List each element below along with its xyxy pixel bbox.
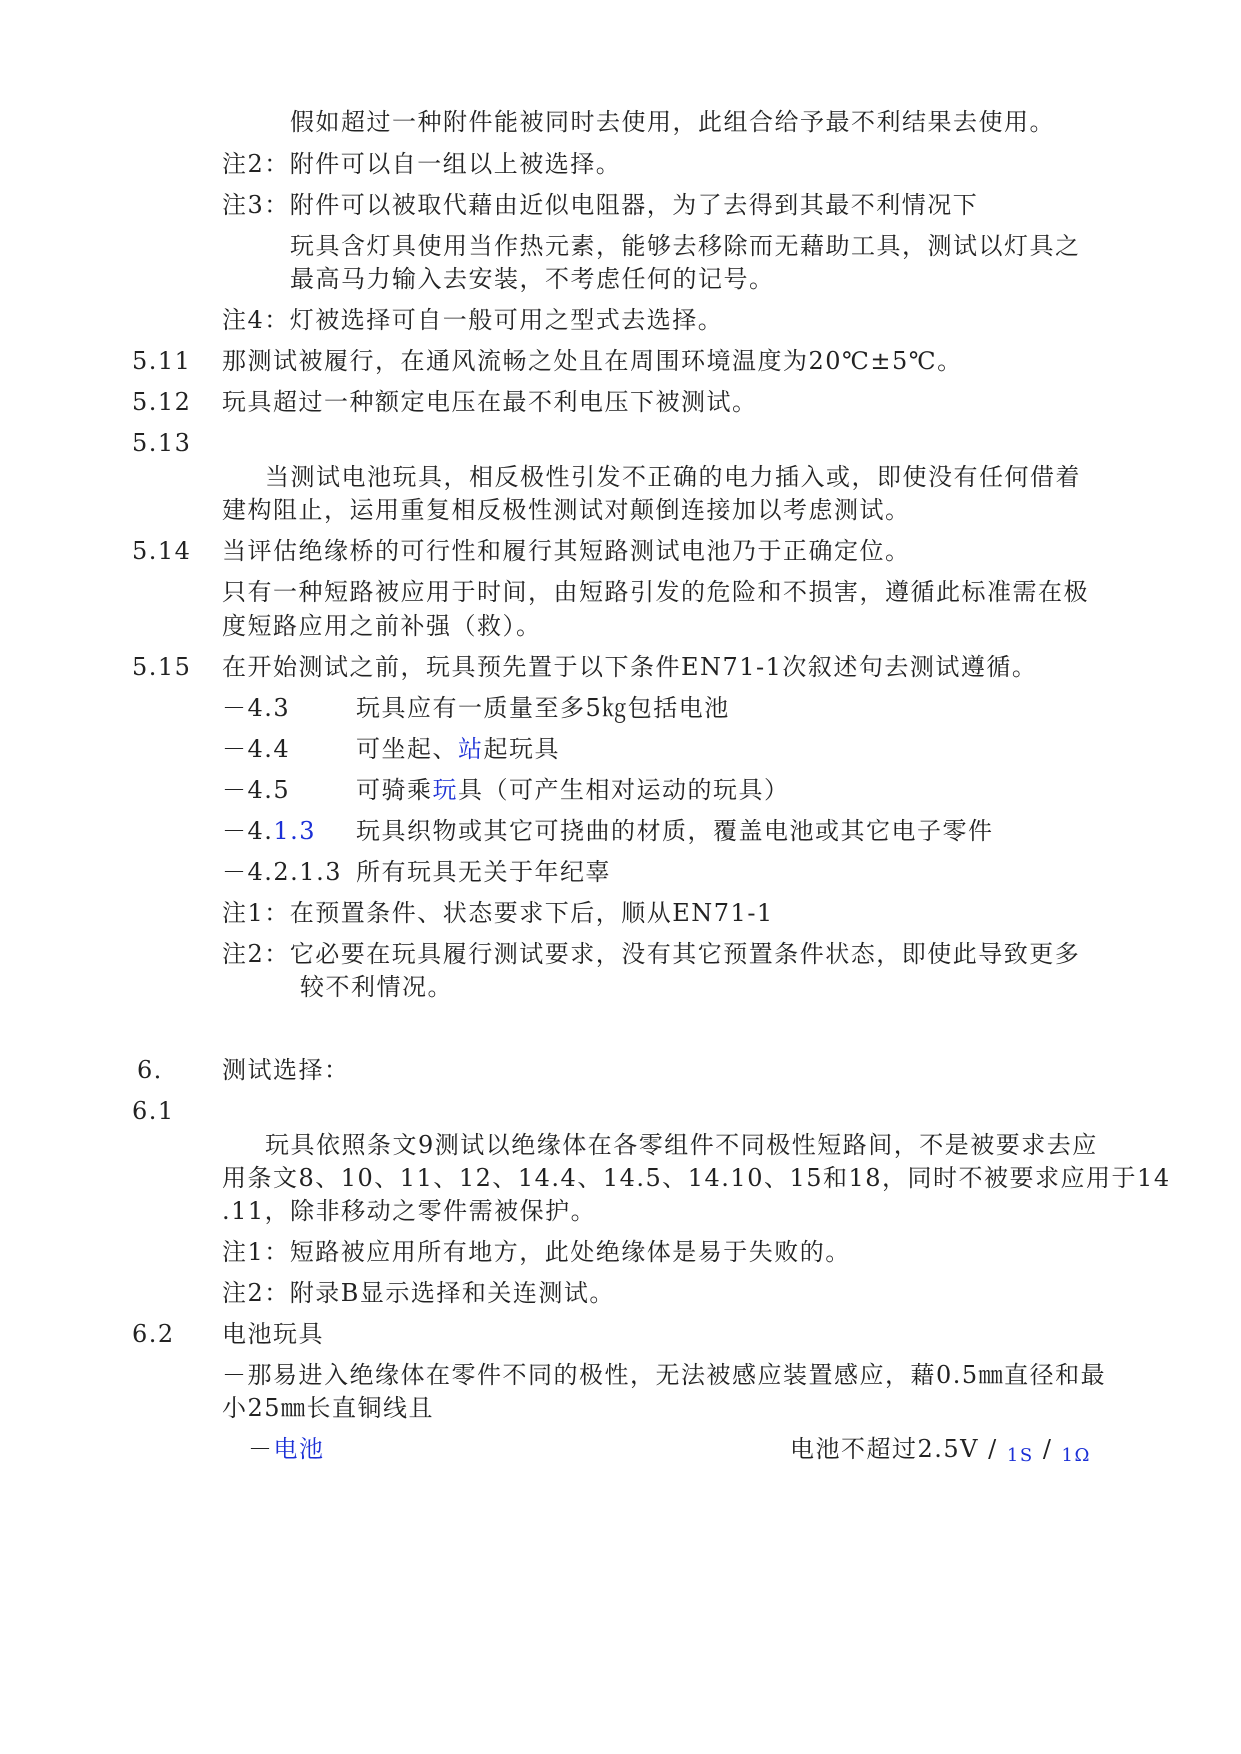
list-item-number: －4.5: [222, 776, 291, 804]
link-text[interactable]: 玩: [432, 776, 458, 804]
list-item-text: [356, 774, 790, 806]
list-item-text: [356, 733, 560, 765]
list-item-text: 玩具应有一质量至多5㎏包括电池: [356, 694, 730, 722]
note-line: 注2：附录B显示选择和关连测试。: [222, 1279, 615, 1307]
battery-limit-text: [790, 1433, 1091, 1468]
note-line: 注1：短路被应用所有地方，此处绝缘体是易于失败的。: [222, 1238, 851, 1266]
text-segment: 可骑乘: [356, 776, 433, 804]
section-number: 5.13: [132, 429, 192, 457]
section-heading: 电池玩具: [222, 1320, 324, 1348]
list-item-number: －4.4: [222, 735, 291, 763]
link-text[interactable]: 1Ω: [1061, 1445, 1091, 1466]
paragraph-line: 玩具含灯具使用当作热元素，能够去移除而无藉助工具，测试以灯具之: [290, 232, 1081, 260]
paragraph-line: 当评估绝缘桥的可行性和履行其短路测试电池乃于正确定位。: [222, 537, 911, 565]
paragraph-line: 只有一种短路被应用于时间，由短路引发的危险和不损害，遵循此标准需在极: [222, 578, 1089, 606]
paragraph-line: 假如超过一种附件能被同时去使用，此组合给予最不利结果去使用。: [290, 108, 1055, 136]
text-segment: 具（可产生相对运动的玩具）: [458, 776, 790, 804]
list-item-number: －4.2.1.3: [222, 858, 342, 886]
text-segment: －: [248, 1435, 274, 1463]
section-number: 6.2: [132, 1320, 175, 1348]
list-item-number: －4.3: [222, 694, 291, 722]
paragraph-line: －那易进入绝缘体在零件不同的极性，无法被感应装置感应，藉0.5㎜直径和最: [222, 1361, 1107, 1389]
section-number: 5.15: [132, 653, 192, 681]
slash-separator: /: [988, 1435, 998, 1463]
slash-separator: /: [1042, 1435, 1053, 1463]
paragraph-line: 在开始测试之前，玩具预先置于以下条件EN71-1次叙述句去测试遵循。: [222, 653, 1038, 681]
section-heading: 测试选择：: [222, 1056, 350, 1084]
section-number: 6．: [137, 1056, 180, 1084]
note-line: 注1：在预置条件、状态要求下后，顺从EN71-1: [222, 899, 774, 927]
paragraph-line: 当测试电池玩具，相反极性引发不正确的电力插入或，即使没有任何借着: [265, 463, 1081, 491]
text-segment: 起玩具: [483, 735, 560, 763]
paragraph-line: 玩具依照条文9测试以绝缘体在各零组件不同极性短路间，不是被要求去应: [265, 1131, 1098, 1159]
text-segment: 可坐起、: [356, 735, 458, 763]
list-item-text: [248, 1433, 325, 1465]
list-item-text: 所有玩具无关于年纪辜: [356, 858, 611, 886]
section-number: 5.11: [132, 347, 192, 375]
paragraph-line: 用条文8、10、11、12、14.4、14.5、14.10、15和18，同时不被要求应用于14: [222, 1164, 1171, 1192]
paragraph-line: 小25㎜长直铜线且: [222, 1394, 435, 1422]
section-number: 6.1: [132, 1097, 175, 1125]
paragraph-line: 最高马力输入去安装，不考虑任何的记号。: [290, 265, 775, 293]
text-segment: －4.: [222, 817, 274, 845]
link-text[interactable]: 1.3: [273, 817, 317, 845]
paragraph-line: 玩具超过一种额定电压在最不利电压下被测试。: [222, 388, 758, 416]
paragraph-line: 建构阻止，运用重复相反极性测试对颠倒连接加以考虑测试。: [222, 496, 911, 524]
note-line: 注2：它必要在玩具履行测试要求，没有其它预置条件状态，即使此导致更多: [222, 940, 1081, 968]
note-line: 注2：附件可以自一组以上被选择。: [222, 150, 622, 178]
link-text[interactable]: 站: [458, 735, 484, 763]
text-segment: 电池不超过2.5V: [790, 1435, 979, 1463]
paragraph-line: 那测试被履行，在通风流畅之处且在周围环境温度为20℃±5℃。: [222, 347, 963, 375]
section-number: 5.12: [132, 388, 192, 416]
paragraph-line: .11，除非移动之零件需被保护。: [222, 1197, 597, 1225]
list-item-text: 玩具织物或其它可挠曲的材质，覆盖电池或其它电子零件: [356, 817, 994, 845]
paragraph-line: 度短路应用之前补强（救）。: [222, 612, 542, 640]
link-text[interactable]: 电池: [273, 1435, 325, 1463]
note-line: 注4：灯被选择可自一般可用之型式去选择。: [222, 306, 724, 334]
note-line: 较不利情况。: [300, 973, 453, 1001]
link-text[interactable]: 1S: [1006, 1445, 1034, 1466]
section-number: 5.14: [132, 537, 192, 565]
list-item-number: [222, 815, 316, 847]
note-line: 注3：附件可以被取代藉由近似电阻器，为了去得到其最不利情况下: [222, 191, 979, 219]
